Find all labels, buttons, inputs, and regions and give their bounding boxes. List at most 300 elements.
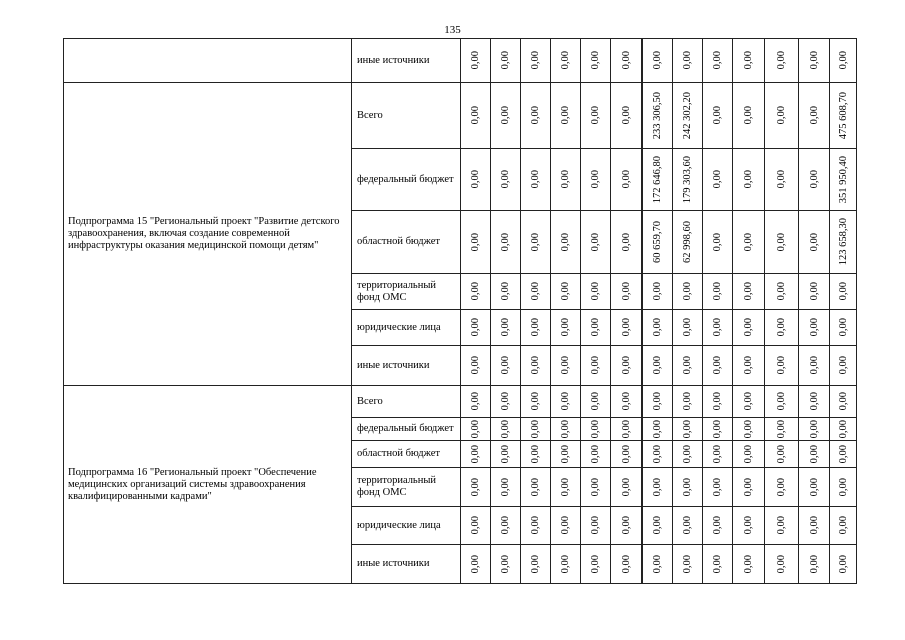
source-label: областной бюджет [357,448,440,459]
source-label: юридические лица [357,321,441,333]
value-text: 0,00 [560,282,571,301]
value-text: 0,00 [776,554,787,574]
value-cell [672,440,702,467]
value-cell [610,82,641,148]
value-text: 0,00 [743,419,754,439]
value-text: 0,00 [682,444,693,464]
value-cell [798,544,829,584]
value-text: 0,00 [743,477,754,497]
value-cell [798,467,829,506]
value-text: 0,00 [500,106,511,125]
source-label: иные источники [357,558,430,569]
value-text: 0,00 [837,356,849,375]
value-text: 0,00 [560,318,571,337]
value-text: 0,00 [590,356,601,375]
value-text: 0,00 [712,554,723,574]
value-cell [460,544,490,584]
value-cell [580,273,610,309]
source-label: территориальный фонд ОМС [357,279,437,303]
value-cell [702,210,732,273]
value-cell [580,38,610,82]
value-cell [798,417,829,440]
value-cell [490,210,520,273]
value-text: 0,00 [837,554,849,574]
value-text: 0,00 [776,106,787,125]
value-text: 0,00 [500,392,511,411]
source-label-cell [351,385,460,417]
value-cell [460,467,490,506]
value-cell [520,385,550,417]
value-text: 0,00 [808,554,820,574]
value-cell [672,544,702,584]
value-text: 0,00 [530,318,541,337]
value-text: 0,00 [808,419,820,439]
value-cell [610,309,641,345]
value-text: 0,00 [560,554,571,574]
value-cell [610,273,641,309]
value-cell [520,38,550,82]
table-row [63,309,857,345]
value-text: 0,00 [712,392,723,411]
value-cell [702,309,732,345]
value-text: 0,00 [837,282,849,301]
value-text: 0,00 [808,318,820,337]
table-row [63,544,857,584]
value-text: 123 658,30 [837,218,849,266]
value-cell [641,38,672,82]
value-text: 0,00 [620,444,632,464]
value-text: 0,00 [560,51,571,70]
value-text: 0,00 [652,516,663,535]
table-row [63,38,857,82]
value-cell [490,82,520,148]
value-text: 0,00 [470,170,481,189]
value-text: 0,00 [590,554,601,574]
value-text: 0,00 [500,318,511,337]
value-text: 0,00 [652,356,663,375]
value-text: 0,00 [837,444,849,464]
value-cell [732,148,764,210]
source-label-cell [351,38,460,82]
value-text: 0,00 [808,51,820,70]
value-cell [641,210,672,273]
value-cell [732,309,764,345]
value-text: 0,00 [530,392,541,411]
value-cell [460,440,490,467]
value-text: 0,00 [590,444,601,464]
value-text: 0,00 [470,444,481,464]
value-text: 0,00 [776,477,787,497]
value-text: 0,00 [652,477,663,497]
value-text: 0,00 [530,444,541,464]
value-text: 0,00 [590,170,601,189]
value-text: 0,00 [776,232,787,252]
value-text: 0,00 [652,51,663,70]
value-cell [829,417,857,440]
value-cell [580,210,610,273]
value-cell [829,467,857,506]
value-text: 0,00 [682,356,693,375]
value-text: 0,00 [712,477,723,497]
value-text: 0,00 [500,51,511,70]
value-cell [610,38,641,82]
value-text: 0,00 [590,419,601,439]
value-cell [460,82,490,148]
value-cell [764,210,798,273]
value-cell [829,440,857,467]
value-text: 0,00 [682,419,693,439]
value-cell [520,345,550,385]
value-cell [490,417,520,440]
value-cell [764,544,798,584]
value-text: 0,00 [530,282,541,301]
value-cell [520,309,550,345]
value-text: 0,00 [530,356,541,375]
value-text: 0,00 [712,232,723,252]
table-row [63,148,857,210]
value-text: 0,00 [620,51,632,70]
value-text: 0,00 [743,170,754,189]
value-text: 0,00 [500,516,511,535]
table-row [63,273,857,309]
source-label-cell [351,506,460,544]
value-cell [550,309,580,345]
value-text: 0,00 [808,392,820,411]
value-text: 0,00 [743,516,754,535]
value-cell [641,148,672,210]
source-label-cell [351,82,460,148]
value-cell [550,210,580,273]
value-cell [764,38,798,82]
value-cell [732,467,764,506]
value-cell [732,440,764,467]
table-row [63,417,857,440]
value-cell [550,440,580,467]
value-text: 0,00 [560,392,571,411]
value-text: 0,00 [530,51,541,70]
value-cell [732,38,764,82]
value-cell [580,345,610,385]
value-cell [490,309,520,345]
value-cell [580,544,610,584]
value-text: 0,00 [743,318,754,337]
value-text: 0,00 [837,318,849,337]
value-cell [702,38,732,82]
value-cell [732,345,764,385]
value-cell [580,309,610,345]
value-cell [460,385,490,417]
value-text: 0,00 [743,356,754,375]
value-cell [672,345,702,385]
value-text: 0,00 [590,392,601,411]
source-label-cell [351,309,460,345]
value-cell [672,467,702,506]
value-cell [702,273,732,309]
value-text: 351 950,40 [837,155,849,204]
value-cell [764,417,798,440]
value-cell [610,148,641,210]
value-cell [764,148,798,210]
value-cell [732,544,764,584]
value-cell [610,440,641,467]
value-text: 0,00 [837,477,849,497]
value-cell [580,440,610,467]
value-cell [732,273,764,309]
value-cell [829,506,857,544]
value-text: 0,00 [470,356,481,375]
value-text: 0,00 [652,554,663,574]
value-text: 242 302,20 [682,91,693,140]
value-cell [829,38,857,82]
value-text: 0,00 [837,516,849,535]
value-text: 0,00 [470,232,481,252]
page-number: 135 [444,24,461,36]
value-cell [672,38,702,82]
value-text: 0,00 [808,516,820,535]
value-text: 0,00 [743,392,754,411]
value-text: 0,00 [776,170,787,189]
value-cell [580,385,610,417]
source-label: юридические лица [357,519,441,531]
value-text: 0,00 [590,232,601,252]
value-cell [520,506,550,544]
value-cell [732,82,764,148]
value-text: 0,00 [620,318,632,337]
value-cell [672,210,702,273]
value-text: 0,00 [652,419,663,439]
value-cell [702,345,732,385]
value-cell [460,210,490,273]
value-cell [672,506,702,544]
value-text: 0,00 [837,392,849,411]
value-cell [702,148,732,210]
value-text: 0,00 [530,106,541,125]
source-label-cell [351,210,460,273]
value-text: 0,00 [837,419,849,439]
value-text: 179 303,60 [682,155,693,204]
value-cell [672,273,702,309]
value-cell [641,273,672,309]
value-text: 60 659,70 [652,221,663,263]
value-cell [764,467,798,506]
value-cell [702,440,732,467]
value-cell [460,345,490,385]
value-text: 0,00 [470,51,481,70]
value-text: 0,00 [560,516,571,535]
value-text: 0,00 [620,477,632,497]
value-cell [520,82,550,148]
value-text: 0,00 [712,106,723,125]
value-cell [550,385,580,417]
value-cell [641,309,672,345]
value-text: 0,00 [712,356,723,375]
value-cell [520,273,550,309]
value-text: 172 646,80 [652,155,663,204]
value-cell [490,385,520,417]
value-cell [490,506,520,544]
value-text: 0,00 [743,106,754,125]
value-text: 0,00 [620,232,632,252]
source-label-cell [351,544,460,584]
value-text: 0,00 [712,282,723,301]
value-text: 0,00 [470,318,481,337]
value-text: 0,00 [560,356,571,375]
value-text: 0,00 [776,392,787,411]
table-row [63,440,857,467]
value-cell [672,385,702,417]
value-text: 0,00 [530,516,541,535]
value-cell [732,506,764,544]
subprogram-title: Подпрограмма 15 "Региональный проект "Развитие детского здравоохранения, включая создание современной инфраструктуры оказания медицинской помощи детям" [68,216,340,251]
value-cell [490,467,520,506]
value-text: 0,00 [470,419,481,439]
source-label: иные источники [357,54,430,66]
value-text: 0,00 [500,356,511,375]
table-row [63,210,857,273]
value-text: 0,00 [590,106,601,125]
value-cell [798,345,829,385]
value-text: 0,00 [560,170,571,189]
value-text: 0,00 [808,232,820,252]
value-cell [550,273,580,309]
value-text: 0,00 [530,554,541,574]
value-text: 0,00 [590,477,601,497]
value-cell [641,345,672,385]
value-text: 0,00 [682,318,693,337]
value-text: 0,00 [500,232,511,252]
value-text: 0,00 [560,477,571,497]
value-cell [520,417,550,440]
value-text: 0,00 [620,282,632,301]
value-cell [672,82,702,148]
value-cell [829,385,857,417]
value-cell [798,506,829,544]
source-label-cell [351,467,460,506]
value-text: 0,00 [620,419,632,439]
value-cell [610,345,641,385]
source-label-cell [351,148,460,210]
value-cell [672,148,702,210]
value-text: 0,00 [743,444,754,464]
value-text: 0,00 [470,554,481,574]
value-cell [520,148,550,210]
value-cell [641,467,672,506]
value-cell [610,385,641,417]
value-text: 0,00 [530,419,541,439]
value-text: 0,00 [712,444,723,464]
value-cell [550,544,580,584]
value-text: 0,00 [743,282,754,301]
value-cell [520,440,550,467]
value-text: 0,00 [712,318,723,337]
value-text: 0,00 [620,170,632,189]
value-cell [798,38,829,82]
value-cell [490,440,520,467]
value-text: 0,00 [682,516,693,535]
value-text: 0,00 [837,51,849,70]
value-text: 0,00 [530,170,541,189]
value-cell [520,544,550,584]
value-text: 0,00 [712,51,723,70]
value-cell [490,345,520,385]
value-text: 0,00 [743,232,754,252]
value-cell [798,440,829,467]
value-text: 0,00 [500,170,511,189]
value-text: 0,00 [470,392,481,411]
value-text: 0,00 [500,477,511,497]
value-text: 0,00 [808,356,820,375]
source-label: областной бюджет [357,236,440,247]
source-label-cell [351,440,460,467]
value-cell [829,210,857,273]
value-cell [460,38,490,82]
source-label-cell [351,345,460,385]
value-text: 0,00 [500,419,511,439]
value-text: 0,00 [743,51,754,70]
value-cell [798,82,829,148]
value-cell [550,467,580,506]
value-cell [732,417,764,440]
value-cell [490,273,520,309]
value-cell [460,148,490,210]
value-cell [829,309,857,345]
value-cell [641,82,672,148]
value-text: 0,00 [560,419,571,439]
value-cell [829,345,857,385]
value-text: 0,00 [470,282,481,301]
value-cell [550,148,580,210]
value-text: 0,00 [808,477,820,497]
value-cell [641,440,672,467]
value-text: 0,00 [712,516,723,535]
value-text: 0,00 [620,106,632,125]
value-text: 0,00 [590,318,601,337]
value-cell [580,506,610,544]
value-text: 0,00 [652,282,663,301]
value-cell [641,506,672,544]
value-text: 0,00 [560,106,571,125]
value-cell [764,440,798,467]
value-cell [550,38,580,82]
value-text: 0,00 [530,232,541,252]
value-cell [610,544,641,584]
value-cell [580,417,610,440]
value-cell [641,417,672,440]
value-text: 0,00 [560,232,571,252]
value-cell [764,82,798,148]
table-row [63,467,857,506]
value-text: 0,00 [776,51,787,70]
value-cell [490,544,520,584]
source-label: территориальный фонд ОМС [357,475,437,498]
value-cell [490,38,520,82]
value-text: 0,00 [620,516,632,535]
value-cell [764,345,798,385]
value-cell [702,385,732,417]
value-text: 0,00 [776,356,787,375]
value-cell [764,506,798,544]
value-text: 0,00 [652,444,663,464]
value-text: 0,00 [712,419,723,439]
value-text: 0,00 [652,318,663,337]
value-text: 0,00 [808,444,820,464]
value-cell [520,467,550,506]
value-cell [798,385,829,417]
value-cell [550,82,580,148]
value-cell [702,544,732,584]
source-label: федеральный бюджет [357,173,454,185]
value-text: 0,00 [470,477,481,497]
